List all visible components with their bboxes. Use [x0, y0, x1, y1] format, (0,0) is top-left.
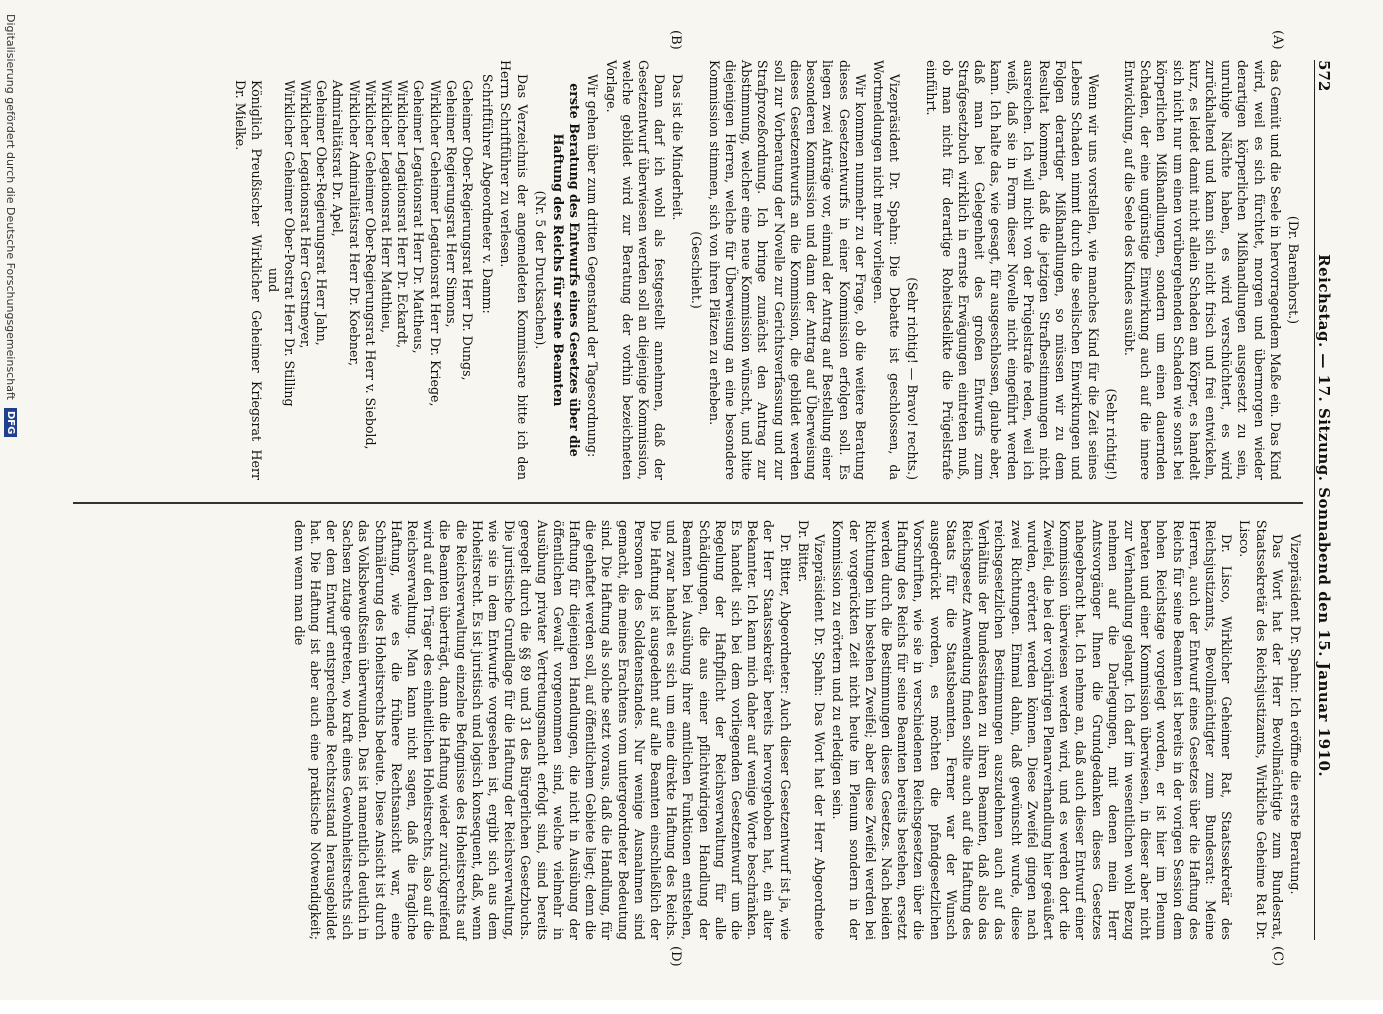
commissioner-list	[232, 80, 475, 480]
list-item: Geheimer Ober-Regierungsrat Herr Dr. Dungs,	[460, 80, 476, 381]
column-divider	[73, 502, 1303, 504]
paragraph: Das Verzeichnis der angemeldeten Kommissare bitte ich den Herrn Schriftführer zu verlesen.	[498, 60, 530, 480]
list-item: Wirklicher Geheimer Ober-Postrat Herr Dr. Stilling	[281, 80, 297, 407]
left-column	[228, 60, 1303, 480]
list-item: Geheimer Legationsrat Herr Dr. Mattheus,	[411, 80, 427, 354]
paragraph: Das ist die Minderheit.	[670, 74, 686, 221]
list-item: Wirklicher Geheimer Ober-Regierungsrat Herr v. Siebold,	[362, 80, 378, 450]
interjection: (Sehr richtig! — Bravo! rechts.)	[905, 277, 921, 480]
list-item: Wirklicher Legationsrat Herr Dr. Eckardt,	[395, 80, 411, 349]
list-item: Wirklicher Geheimer Legationsrat Herr Dr. Kriege,	[427, 80, 443, 407]
list-item: Wirklicher Admiralitätsrat Herr Dr. Koebner,	[346, 80, 362, 367]
paragraph: Wir kommen nunmehr zu der Frage, ob die weitere Beratung dieses Gesetzentwurfs in einer Kommission erfolgen soll. Es liegen zwei Anträge vor, einmal der Antrag auf Bestellung einer besonderen Kommission und dann der Antrag auf Überweisung dieses Gesetzentwurfs an die Kommission, die gebildet werden soll zur Vorberatung der Novelle zur Gerichtsverfassung und zur Strafprozeßordnung. Ich bringe zunächst den Antrag zur Abstimmung, welcher eine neue Kommission wünscht, und bitte diejenigen Herren, welche für Überweisung an eine besondere Kommission stimmen, sich von ihren Plätzen zu erheben.	[706, 60, 868, 480]
paragraph: Schriftführer Abgeordneter v. Damm:	[480, 74, 496, 314]
list-item: Wirklicher Legationsrat Herr Matthieu,	[379, 80, 395, 334]
paragraph: Dr. Lisco, Wirklicher Geheimer Rat, Staatssekretär des Reichsjustizamts, Bevollmächtigter zum Bundesrat: Meine Herren, auch der Entwurf eines Gesetzes über die Haftung des Reichs für seine Beamten ist bereits in der vorigen Session dem hohen Reichstage vorgelegt worden, er ist hier im Plenum beraten und einer Kommission überwiesen, in dieser aber nicht zur Verhandlung gelangt. Ich darf im wesentlichen wohl Bezug nehmen auf die Darlegungen, mit denen mein Herr Amtsvorgänger Ihnen die Grundgedanken dieses Gesetzes nahegebracht hat. Ich nehme an, daß auch dieser Entwurf einer Kommission überwiesen werden wird, und es werden dort die Zweifel, die bei der vorjährigen Plenarverhandlung hier geäußert wurden, erörtert werden können. Diese Zweifel gingen nach zwei Richtungen. Einmal dahin, daß gewünscht wurde, diese reichsgesetzlichen Bestimmungen auszudehnen auch auf das Verhältnis der Bundesstaaten zu ihren Beamten, daß also das Reichsgesetz Anwendung finden sollte auch auf die Haftung des Staats für die Staatsbeamten. Ferner war der Wunsch ausgedrückt worden, es möchten die pfandgesetzlichen Vorschriften, wie sie in verschiedenen Reichsgesetzen über die Haftung des Reichs für seine Beamten bereits bestehen, ersetzt werden durch die Bestimmungen dieses Gesetzes. Nach beiden Richtungen hin bestehen Zweifel; aber diese Zweifel werden bei der vorgerückten Zeit nicht heute im Plenum sondern in der Kommission zu erörtern und zu erledigen sein.	[830, 520, 1235, 940]
margin-mark-a: (A)	[1270, 30, 1285, 50]
margin-mark-c: (C)	[1270, 946, 1285, 967]
list-item: Admiralitätsrat Dr. Apel,	[330, 80, 346, 237]
list-item: Geheimer Ober-Regierungsrat Herr Jahn,	[314, 80, 330, 346]
digitization-footer	[0, 0, 22, 1014]
paragraph-vice-president: Vizepräsident Dr. Spahn: Das Wort hat der Herr Abgeordnete Dr. Bitter.	[795, 520, 828, 940]
running-title: Reichstag. — 17. Sitzung. Sonnabend den 15. Januar 1910.	[1315, 254, 1333, 778]
list-item: und	[265, 267, 281, 293]
margin-mark-d: (D)	[668, 946, 683, 967]
paragraph: Dann darf ich wohl als festgestellt annehmen, daß der Gesetzentwurf überwiesen werden soll an diejenige Kommission, welche gebildet wird zur Beratung der vorhin bezeichneten Vorlage.	[603, 60, 668, 480]
paragraph: Dr. Bitter, Abgeordneter: Auch dieser Gesetzentwurf ist ja, wie der Herr Staatssekretär bereits hervorgehoben hat, ein alter Bekannter. Ich kann mich daher auf wenige Worte beschränken. Es handelt sich bei dem vorliegenden Gesetzentwurf um die Regelung der Haftpflicht der Reichsverwaltung für alle Schädigungen, die aus einer pflichtwidrigen Handlung der Beamten bei Ausübung ihrer amtlichen Funktionen entstehen, und zwar handelt es sich um eine direkte Haftung des Reichs. Die Haftung ist ausgedehnt auf alle Beamten einschließlich der Personen des Soldatenstandes. Nur wenige Ausnahmen sind gemacht, die meines Erachtens vom untergeordneter Bedeutung sind. Die Haftung als solche setzt voraus, daß die Handlung, für die gehaftet werden soll, auf öffentlichem Gebiete liegt; denn die Haftung für diejenigen Handlungen, die nicht in Ausübung der öffentlichen Gewalt vorgenommen sind, welche vielmehr in Ausübung privater Vertretungsmacht erfolgt sind, sind bereits geregelt durch die §§ 89 und 31 des Bürgerlichen Gesetzbuchs. Die juristische Grundlage für die Haftung der Reichsverwaltung, wie sie in dem Entwurfe vorgesehen ist, ergibt sich aus dem Hoheitsrecht. Es ist juristisch und logisch konsequent, daß, wenn die Reichsverwaltung einzelne Befugnisse des Hoheitsrechts auf die Beamten überträgt, dann die Haftung wieder zurückgreifend wird auf den Träger des einheitlichen Hoheitsrechts, also auf die Reichsverwaltung. Man kann nicht sagen, daß die fragliche Haftung, wie es die frühere Rechtsansicht war, eine Schmälerung des Hoheitsrechts bedeute. Diese Ansicht ist durch das Volksbewußtsein überwunden. Das ist namentlich deutlich in Sachsen zutage getreten, wo kraft eines Gewohnheitsrechts sich der dem Entwurf entsprechende Rechtszustand herausgebildet hat. Die Haftung ist aber auch eine praktische Notwendigkeit; denn wenn man die	[291, 520, 793, 940]
page-number: 572	[1315, 60, 1333, 92]
interjection: (Geschieht.)	[688, 231, 704, 309]
paragraph-vice-president: Vizepräsident Dr. Spahn: Die Debatte ist geschlossen, da Wortmeldungen nicht mehr vorliegen.	[870, 60, 903, 480]
paragraph: Wir gehen über zum dritten Gegenstand der Tagesordnung:	[585, 74, 601, 458]
right-column	[288, 520, 1303, 940]
list-item: Geheimer Regierungsrat Herr Simons,	[443, 80, 459, 328]
speaker-reference: (Dr. Barenhorst.)	[1286, 215, 1301, 325]
dfg-logo-icon: DFG	[5, 408, 18, 437]
paragraph: Wenn wir uns vorstellen, wie manches Kind für die Zeit seines Lebens Schaden nimmt durch die seelischen Einwirkungen und Folgen derartiger Mißhandlungen, so müssen wir zu dem Resultat kommen, daß die jetzigen Strafbestimmungen nicht ausreichen. Ich will nicht von der Prügelstrafe reden, weil ich weiß, daß sie in Form dieser Novelle nicht eingeführt werden kann. Ich halte das, wie gesagt, für ausgeschlossen, glaube aber, daß man bei Gelegenheit des großen Entwurfs zum Strafgesetzbuch wirklich in ernste Erwägungen eintreten muß, ob man nicht für derartige Roheitsdelikte die Prügelstrafe einführt.	[923, 60, 1101, 480]
paragraph-vice-president: Vizepräsident Dr. Spahn: Ich eröffne die erste Beratung.	[1288, 534, 1303, 895]
paragraph: das Gemüt und die Seele in hervorragendem Maße ein. Das Kind wird, weil es sich fürchtet, morgen und übermorgen wieder derartigen körperlichen Mißhandlungen ausgesetzt zu sein, unruhige Nächte haben, es wird verschüchtert, es wird zurückhaltend und kann sich nicht frisch und frei entwickeln, kurz, es leidet damit nicht allein Schaden am Körper, es handelt sich nicht nur um einen vorübergehenden Schaden wie sonst bei körperlichen Mißhandlungen, sondern um einen dauernden Schaden, der eine ungünstige Einwirkung auch auf die innere Entwicklung, auf die Seele des Kindes ausübt.	[1121, 60, 1283, 480]
footer-text: Digitalisierung gefördert durch die Deutsche Forschungsgemeinschaft	[4, 14, 18, 400]
page-header	[1314, 60, 1343, 940]
page-content	[43, 30, 1343, 967]
agenda-reference: (Nr. 5 der Drucksachen).	[532, 190, 548, 350]
interjection: (Sehr richtig!)	[1103, 388, 1119, 480]
list-item: Wirklicher Legationsrat Herr Gerstmeyer,	[298, 80, 314, 349]
agenda-item: erste Beratung des Entwurfs eines Gesetzes über die Haftung des Reichs für seine Beamten	[551, 83, 583, 457]
margin-mark-b: (B)	[668, 30, 683, 50]
paragraph: Das Wort hat der Herr Bevollmächtigte zum Bundesrat, Staatssekretär des Reichsjustizamts, Wirkliche Geheime Rat Dr. Lisco.	[1237, 520, 1285, 940]
list-item: Königlich Preußischer Wirklicher Geheimer Kriegsrat Herr Dr. Mielke.	[233, 80, 265, 480]
